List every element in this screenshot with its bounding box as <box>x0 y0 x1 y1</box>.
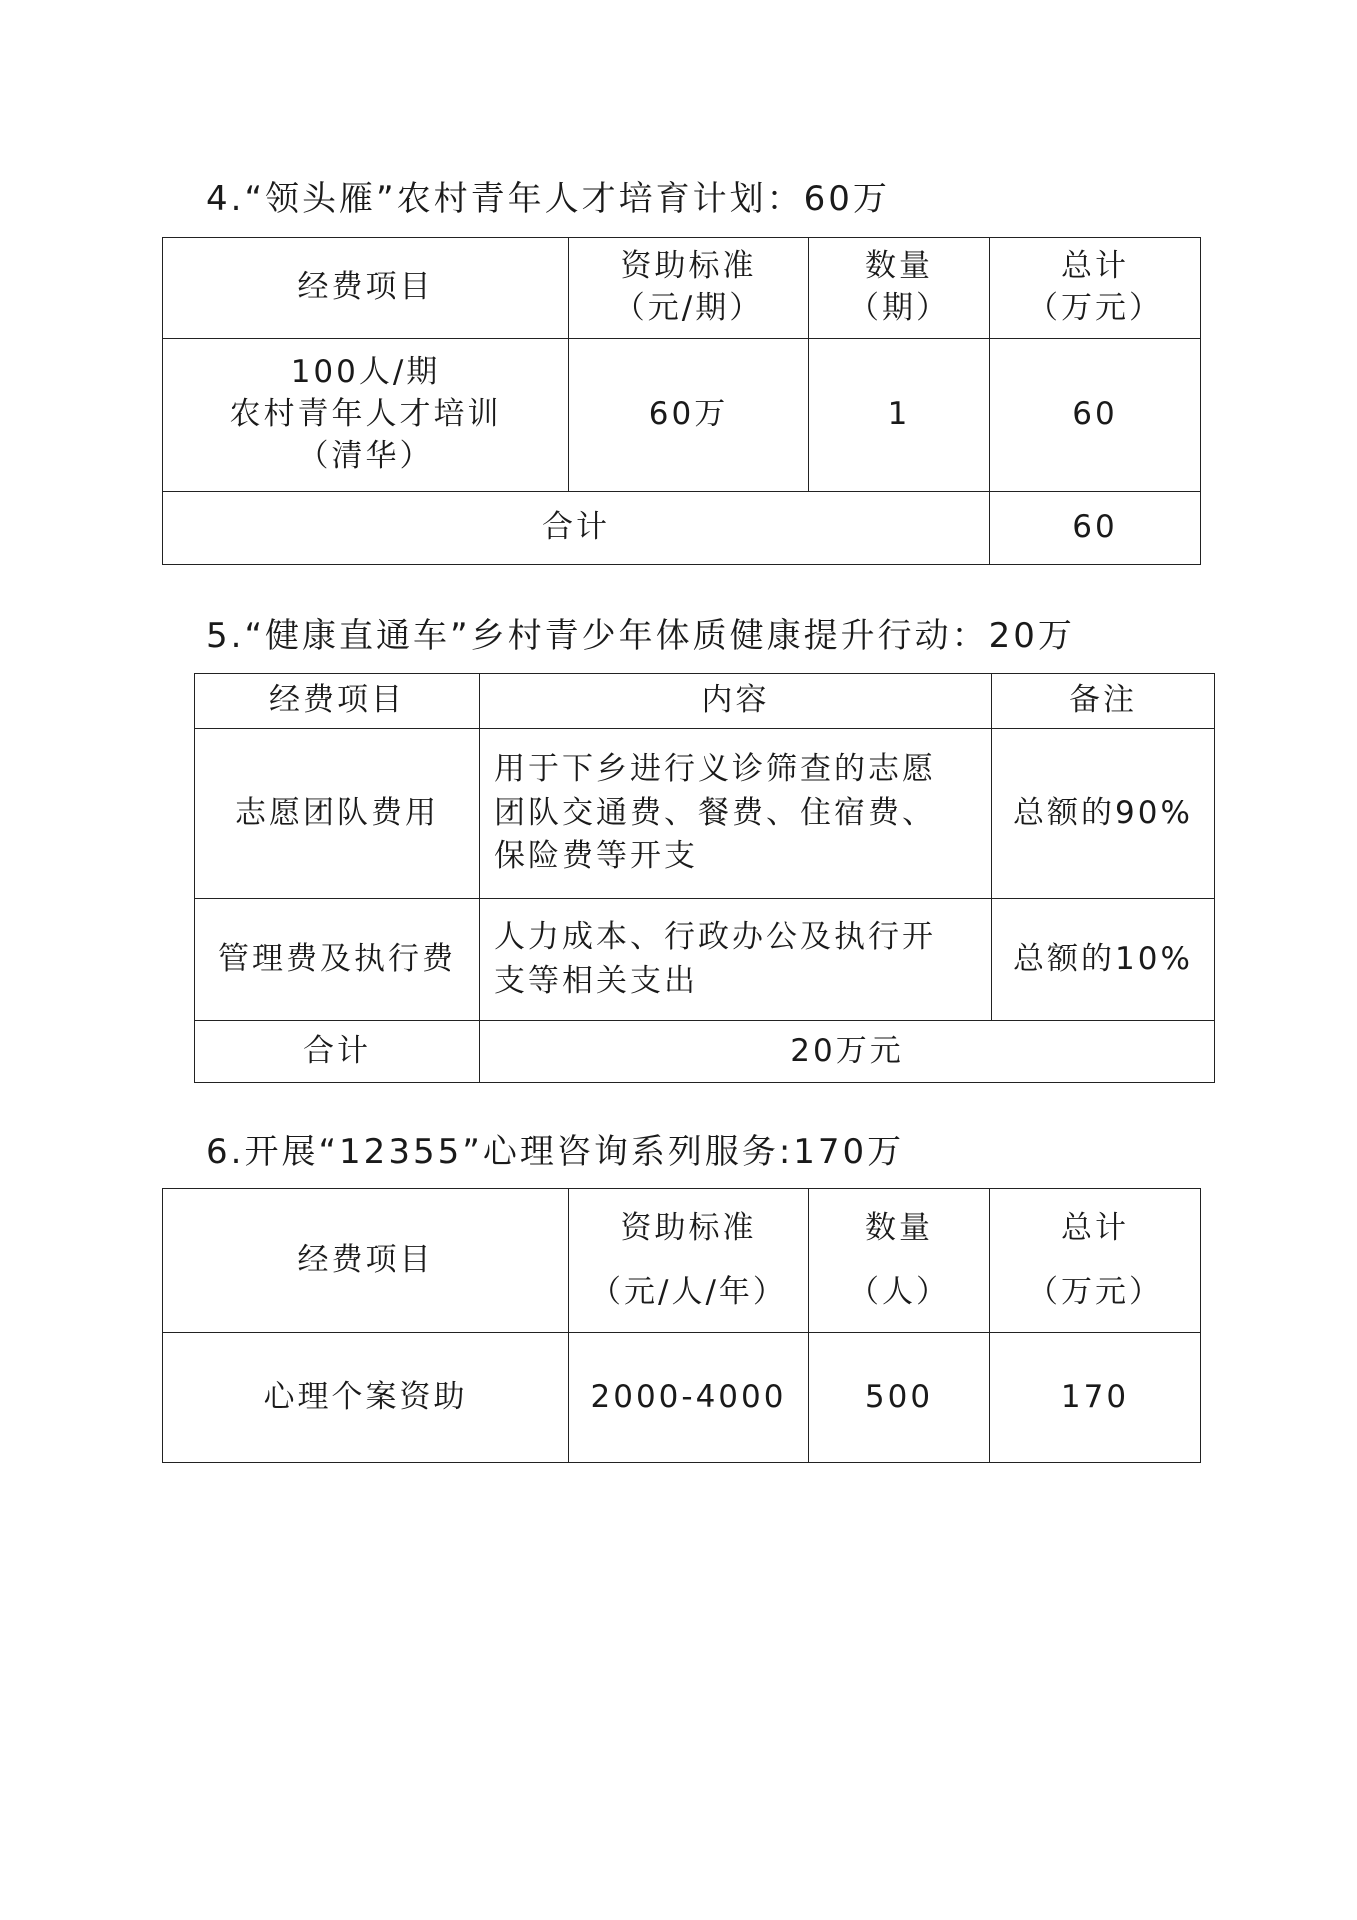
sum-value: 60 <box>990 492 1201 565</box>
cell-content: 人力成本、行政办公及执行开 支等相关支出 <box>480 899 992 1021</box>
header-cell-content: 内容 <box>480 674 992 729</box>
table-row <box>163 339 1201 492</box>
header-cell-quantity: 数量 （期） <box>809 238 990 339</box>
cell-item: 100人/期 农村青年人才培训 （清华） <box>163 339 569 492</box>
table-row <box>163 1333 1201 1463</box>
table-sum-row <box>195 1021 1215 1083</box>
cell-quantity: 500 <box>809 1333 990 1463</box>
cell-standard: 2000-4000 <box>569 1333 809 1463</box>
table-row <box>195 899 1215 1021</box>
table-row <box>195 729 1215 899</box>
sum-value: 20万元 <box>480 1021 1215 1083</box>
table-section-4 <box>162 237 1201 565</box>
header-cell-item: 经费项目 <box>163 1189 569 1333</box>
header-cell-standard: 资助标准 （元/期） <box>569 238 809 339</box>
header-cell-quantity: 数量 （人） <box>809 1189 990 1333</box>
header-cell-item: 经费项目 <box>195 674 480 729</box>
cell-note: 总额的90% <box>992 729 1215 899</box>
table-section-5 <box>194 673 1215 1083</box>
sum-label: 合计 <box>195 1021 480 1083</box>
section-4-heading: 4.“领头雁”农村青年人才培育计划：60万 <box>206 179 890 219</box>
sum-label: 合计 <box>163 492 990 565</box>
cell-total: 170 <box>990 1333 1201 1463</box>
cell-standard: 60万 <box>569 339 809 492</box>
cell-note: 总额的10% <box>992 899 1215 1021</box>
table-section-6 <box>162 1188 1201 1463</box>
header-cell-note: 备注 <box>992 674 1215 729</box>
table-sum-row <box>163 492 1201 565</box>
header-cell-standard: 资助标准 （元/人/年） <box>569 1189 809 1333</box>
table-header-row <box>163 1189 1201 1333</box>
cell-content: 用于下乡进行义诊筛查的志愿 团队交通费、餐费、住宿费、 保险费等开支 <box>480 729 992 899</box>
cell-item: 管理费及执行费 <box>195 899 480 1021</box>
cell-item: 志愿团队费用 <box>195 729 480 899</box>
table-header-row <box>195 674 1215 729</box>
section-6-heading: 6.开展“12355”心理咨询系列服务:170万 <box>206 1132 905 1172</box>
header-cell-total: 总计 （万元） <box>990 238 1201 339</box>
cell-total: 60 <box>990 339 1201 492</box>
table-header-row <box>163 238 1201 339</box>
header-cell-item: 经费项目 <box>163 238 569 339</box>
cell-item: 心理个案资助 <box>163 1333 569 1463</box>
header-cell-total: 总计 （万元） <box>990 1189 1201 1333</box>
section-5-heading: 5.“健康直通车”乡村青少年体质健康提升行动：20万 <box>206 616 1075 656</box>
cell-quantity: 1 <box>809 339 990 492</box>
